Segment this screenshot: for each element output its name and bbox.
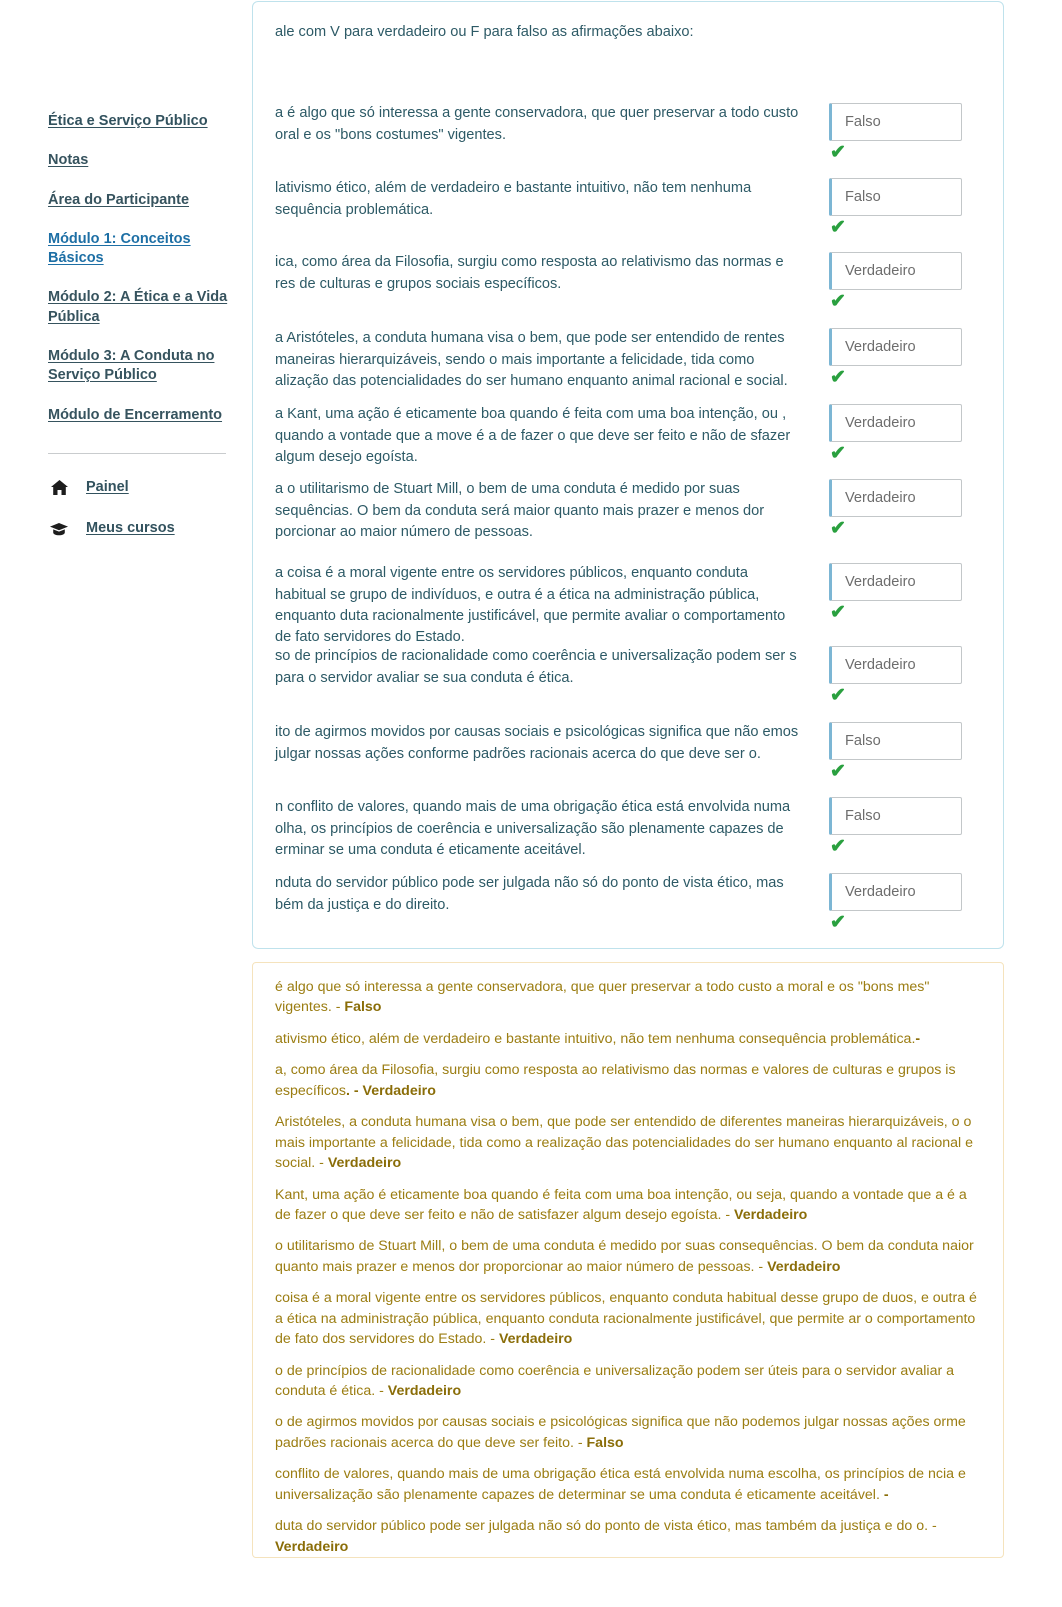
feedback-line-list — [252, 977, 983, 1557]
correct-check-icon: ✔ — [830, 761, 846, 783]
feedback-statement: o de agirmos movidos por causas sociais e psicológicas significa que não podemos julgar nossas ações orme padrões racionais acerca do que deve ser feito. - — [275, 1414, 966, 1451]
feedback-line — [252, 1029, 983, 1049]
correct-check-icon: ✔ — [830, 602, 846, 624]
sidebar-nav-item — [48, 288, 260, 327]
feedback-answer: Verdadeiro — [498, 1331, 573, 1348]
quiz-question-row — [252, 103, 985, 164]
course-sidebar — [0, 0, 260, 1607]
feedback-answer: Falso — [586, 1434, 624, 1451]
sidebar-item-area-do-participante[interactable]: Área do Participante — [48, 191, 190, 208]
quiz-answers-panel — [252, 1, 1004, 949]
answer-cell — [829, 646, 985, 707]
quiz-question-row — [252, 563, 985, 649]
answer-cell — [829, 103, 985, 164]
sidebar-item-modulo-1[interactable]: Módulo 1: Conceitos Básicos — [48, 230, 191, 267]
feedback-line — [252, 1112, 983, 1173]
answer-cell — [829, 563, 985, 624]
correct-check-icon: ✔ — [830, 685, 846, 707]
answer-select[interactable]: Falso — [829, 178, 962, 216]
sidebar-item-modulo-encerramento[interactable]: Módulo de Encerramento — [48, 406, 223, 423]
quiz-question-row — [252, 178, 985, 239]
correct-check-icon: ✔ — [830, 443, 846, 465]
quiz-instruction-text: ale com V para verdadeiro ou F para falso as afirmações abaixo: — [275, 24, 694, 40]
feedback-answer: Verdadeiro — [275, 1538, 349, 1555]
answer-select[interactable]: Verdadeiro — [829, 479, 962, 517]
sidebar-item-modulo-2[interactable]: Módulo 2: A Ética e a Vida Pública — [48, 289, 228, 325]
answer-cell — [829, 479, 985, 540]
answer-cell — [829, 252, 985, 313]
feedback-statement: Kant, uma ação é eticamente boa quando é feita com uma boa intenção, ou seja, quando a vontade que a é a de fazer o que deve ser feito e não de satisfazer algum desejo egoísta. - — [275, 1186, 967, 1223]
feedback-line — [252, 1516, 983, 1557]
sidebar-nav-item — [48, 191, 260, 210]
question-statement: a é algo que só interessa a gente conservadora, que quer preservar a todo custo oral e os "bons costumes" vigentes. — [275, 105, 799, 143]
sidebar-bottom-label[interactable]: Meus cursos — [86, 520, 175, 537]
sidebar-bottom-label[interactable]: Painel — [86, 478, 129, 495]
feedback-statement: duta do servidor público pode ser julgada não só do ponto de vista ético, mas também da justiça e do o. - — [275, 1518, 937, 1535]
quiz-question-row — [252, 328, 985, 392]
correct-check-icon: ✔ — [830, 217, 846, 239]
feedback-statement: ativismo ético, além de verdadeiro e bastante intuitivo, não tem nenhuma consequência problemática. — [275, 1030, 916, 1047]
sidebar-nav-item — [48, 347, 260, 386]
answer-select[interactable]: Verdadeiro — [829, 873, 962, 911]
answer-select[interactable]: Falso — [829, 797, 962, 835]
quiz-feedback-panel — [252, 962, 1004, 1558]
feedback-answer: . - Verdadeiro — [345, 1082, 436, 1099]
question-statement: a coisa é a moral vigente entre os servidores públicos, enquanto conduta habitual se grupo de indivíduos, e outra é a ética na administração pública, enquanto duta racionalmente justificável, que permite avaliar o comportamento de fato servidores do Estado. — [275, 565, 786, 646]
feedback-statement: conflito de valores, quando mais de uma obrigação ética está envolvida numa escolha, os princípios de ncia e universalização são plenamente capazes de determinar se uma conduta é eticamente aceitável. — [275, 1466, 966, 1503]
sidebar-nav-list — [48, 112, 260, 425]
feedback-line — [252, 1412, 983, 1453]
sidebar-nav-item — [48, 151, 260, 170]
question-statement: so de princípios de racionalidade como coerência e universalização podem ser s para o servidor avaliar se sua conduta é ética. — [275, 648, 797, 686]
quiz-question-row — [252, 404, 985, 468]
sidebar-nav-item — [48, 230, 260, 269]
quiz-question-row — [252, 479, 985, 543]
answer-select[interactable]: Verdadeiro — [829, 252, 962, 290]
answer-cell — [829, 722, 985, 783]
question-statement: a Aristóteles, a conduta humana visa o bem, que pode ser entendido de rentes maneiras hierarquizáveis, sendo o mais importante a felicidade, tida como alização das potencialidades do ser humano enquanto animal racional e social. — [275, 330, 788, 390]
correct-check-icon: ✔ — [830, 142, 846, 164]
feedback-answer: Falso — [344, 999, 382, 1016]
feedback-line — [252, 1288, 983, 1349]
answer-cell — [829, 328, 985, 389]
sidebar-bottom-item[interactable] — [48, 519, 260, 538]
feedback-line — [252, 1361, 983, 1402]
answer-select[interactable]: Verdadeiro — [829, 646, 962, 684]
quiz-question-row — [252, 252, 985, 313]
answer-cell — [829, 873, 985, 934]
quiz-question-row — [252, 646, 985, 707]
correct-check-icon: ✔ — [830, 518, 846, 540]
feedback-answer: - — [879, 1486, 889, 1503]
quiz-panel-content — [252, 2, 1003, 948]
sidebar-item-notas[interactable]: Notas — [48, 152, 89, 169]
answer-select[interactable]: Falso — [829, 103, 962, 141]
answer-cell — [829, 404, 985, 465]
feedback-statement: o de princípios de racionalidade como coerência e universalização podem ser úteis para o servidor avaliar a conduta é ética. - — [275, 1362, 955, 1399]
feedback-answer: Verdadeiro — [327, 1155, 402, 1172]
quiz-question-row — [252, 873, 985, 934]
question-statement: lativismo ético, além de verdadeiro e bastante intuitivo, não tem nenhuma sequência problemática. — [275, 180, 752, 218]
correct-check-icon: ✔ — [830, 291, 846, 313]
quiz-question-row — [252, 797, 985, 861]
feedback-answer: Verdadeiro — [734, 1206, 808, 1223]
home-icon — [48, 480, 70, 495]
correct-check-icon: ✔ — [830, 836, 846, 858]
feedback-answer: - — [915, 1030, 921, 1047]
answer-select[interactable]: Falso — [829, 722, 962, 760]
question-statement: n conflito de valores, quando mais de uma obrigação ética está envolvida numa olha, os princípios de coerência e universalização são plenamente capazes de erminar se uma conduta é eticamente aceitável. — [275, 799, 791, 859]
sidebar-item-modulo-3[interactable]: Módulo 3: A Conduta no Serviço Público — [48, 347, 215, 384]
feedback-statement: Aristóteles, a conduta humana visa o bem, que pode ser entendido de diferentes maneiras hierarquizáveis, o o mais importante a felicidade, tida como a realização das potencialidades do ser humano enquanto al racional e social. - — [275, 1114, 973, 1172]
feedback-line — [252, 1060, 983, 1101]
sidebar-bottom-list — [48, 478, 260, 539]
feedback-answer: Verdadeiro — [387, 1383, 462, 1399]
graduation-cap-icon — [48, 522, 70, 536]
correct-check-icon: ✔ — [830, 912, 846, 934]
feedback-line — [252, 1464, 983, 1505]
answer-cell — [829, 178, 985, 239]
quiz-question-row — [252, 722, 985, 783]
sidebar-divider — [48, 453, 226, 454]
feedback-line — [252, 977, 983, 1018]
sidebar-item-etica-e-servico-publico[interactable]: Ética e Serviço Público — [48, 113, 208, 129]
feedback-line — [252, 1236, 983, 1277]
feedback-statement: coisa é a moral vigente entre os servidores públicos, enquanto conduta habitual desse grupo de duos, e outra é a ética na administração pública, enquanto conduta racionalmente justificável, que permite ar o comportamento de fato dos servidores do Estado. - — [275, 1290, 977, 1348]
question-statement: a o utilitarismo de Stuart Mill, o bem de uma conduta é medido por suas sequências. O bem da conduta será maior quanto mais prazer e menos dor porcionar ao maior número de pessoas. — [275, 481, 765, 541]
feedback-answer: Verdadeiro — [767, 1258, 841, 1275]
feedback-panel-content — [252, 963, 1003, 1557]
sidebar-nav-item — [48, 112, 260, 131]
sidebar-nav-item — [48, 406, 260, 425]
answer-select[interactable]: Verdadeiro — [829, 328, 962, 366]
feedback-statement: o utilitarismo de Stuart Mill, o bem de uma conduta é medido por suas consequências. O bem da conduta naior quanto mais prazer e menos dor proporcionar ao maior número de pessoas. - — [275, 1238, 974, 1275]
question-statement: ica, como área da Filosofia, surgiu como resposta ao relativismo das normas e res de culturas e grupos sociais específicos. — [275, 254, 784, 292]
question-statement: ito de agirmos movidos por causas sociais e psicológicas significa que não emos julgar nossas ações conforme padrões racionais acerca do que deve ser o. — [275, 724, 799, 762]
answer-select[interactable]: Verdadeiro — [829, 563, 962, 601]
question-statement: nduta do servidor público pode ser julgada não só do ponto de vista ético, mas bém da justiça e do direito. — [275, 875, 784, 913]
feedback-statement: é algo que só interessa a gente conservadora, que quer preservar a todo custo a moral e os "bons mes" vigentes. - — [275, 979, 930, 1016]
answer-select[interactable]: Verdadeiro — [829, 404, 962, 442]
question-statement: a Kant, uma ação é eticamente boa quando é feita com uma boa intenção, ou , quando a vontade que a move é a de fazer o que deve ser feito e não de sfazer algum desejo egoísta. — [275, 406, 791, 466]
feedback-statement: a, como área da Filosofia, surgiu como resposta ao relativismo das normas e valores de culturas e grupos is específicos — [275, 1062, 956, 1099]
correct-check-icon: ✔ — [830, 367, 846, 389]
answer-cell — [829, 797, 985, 858]
feedback-line — [252, 1185, 983, 1226]
sidebar-bottom-item[interactable] — [48, 478, 260, 497]
